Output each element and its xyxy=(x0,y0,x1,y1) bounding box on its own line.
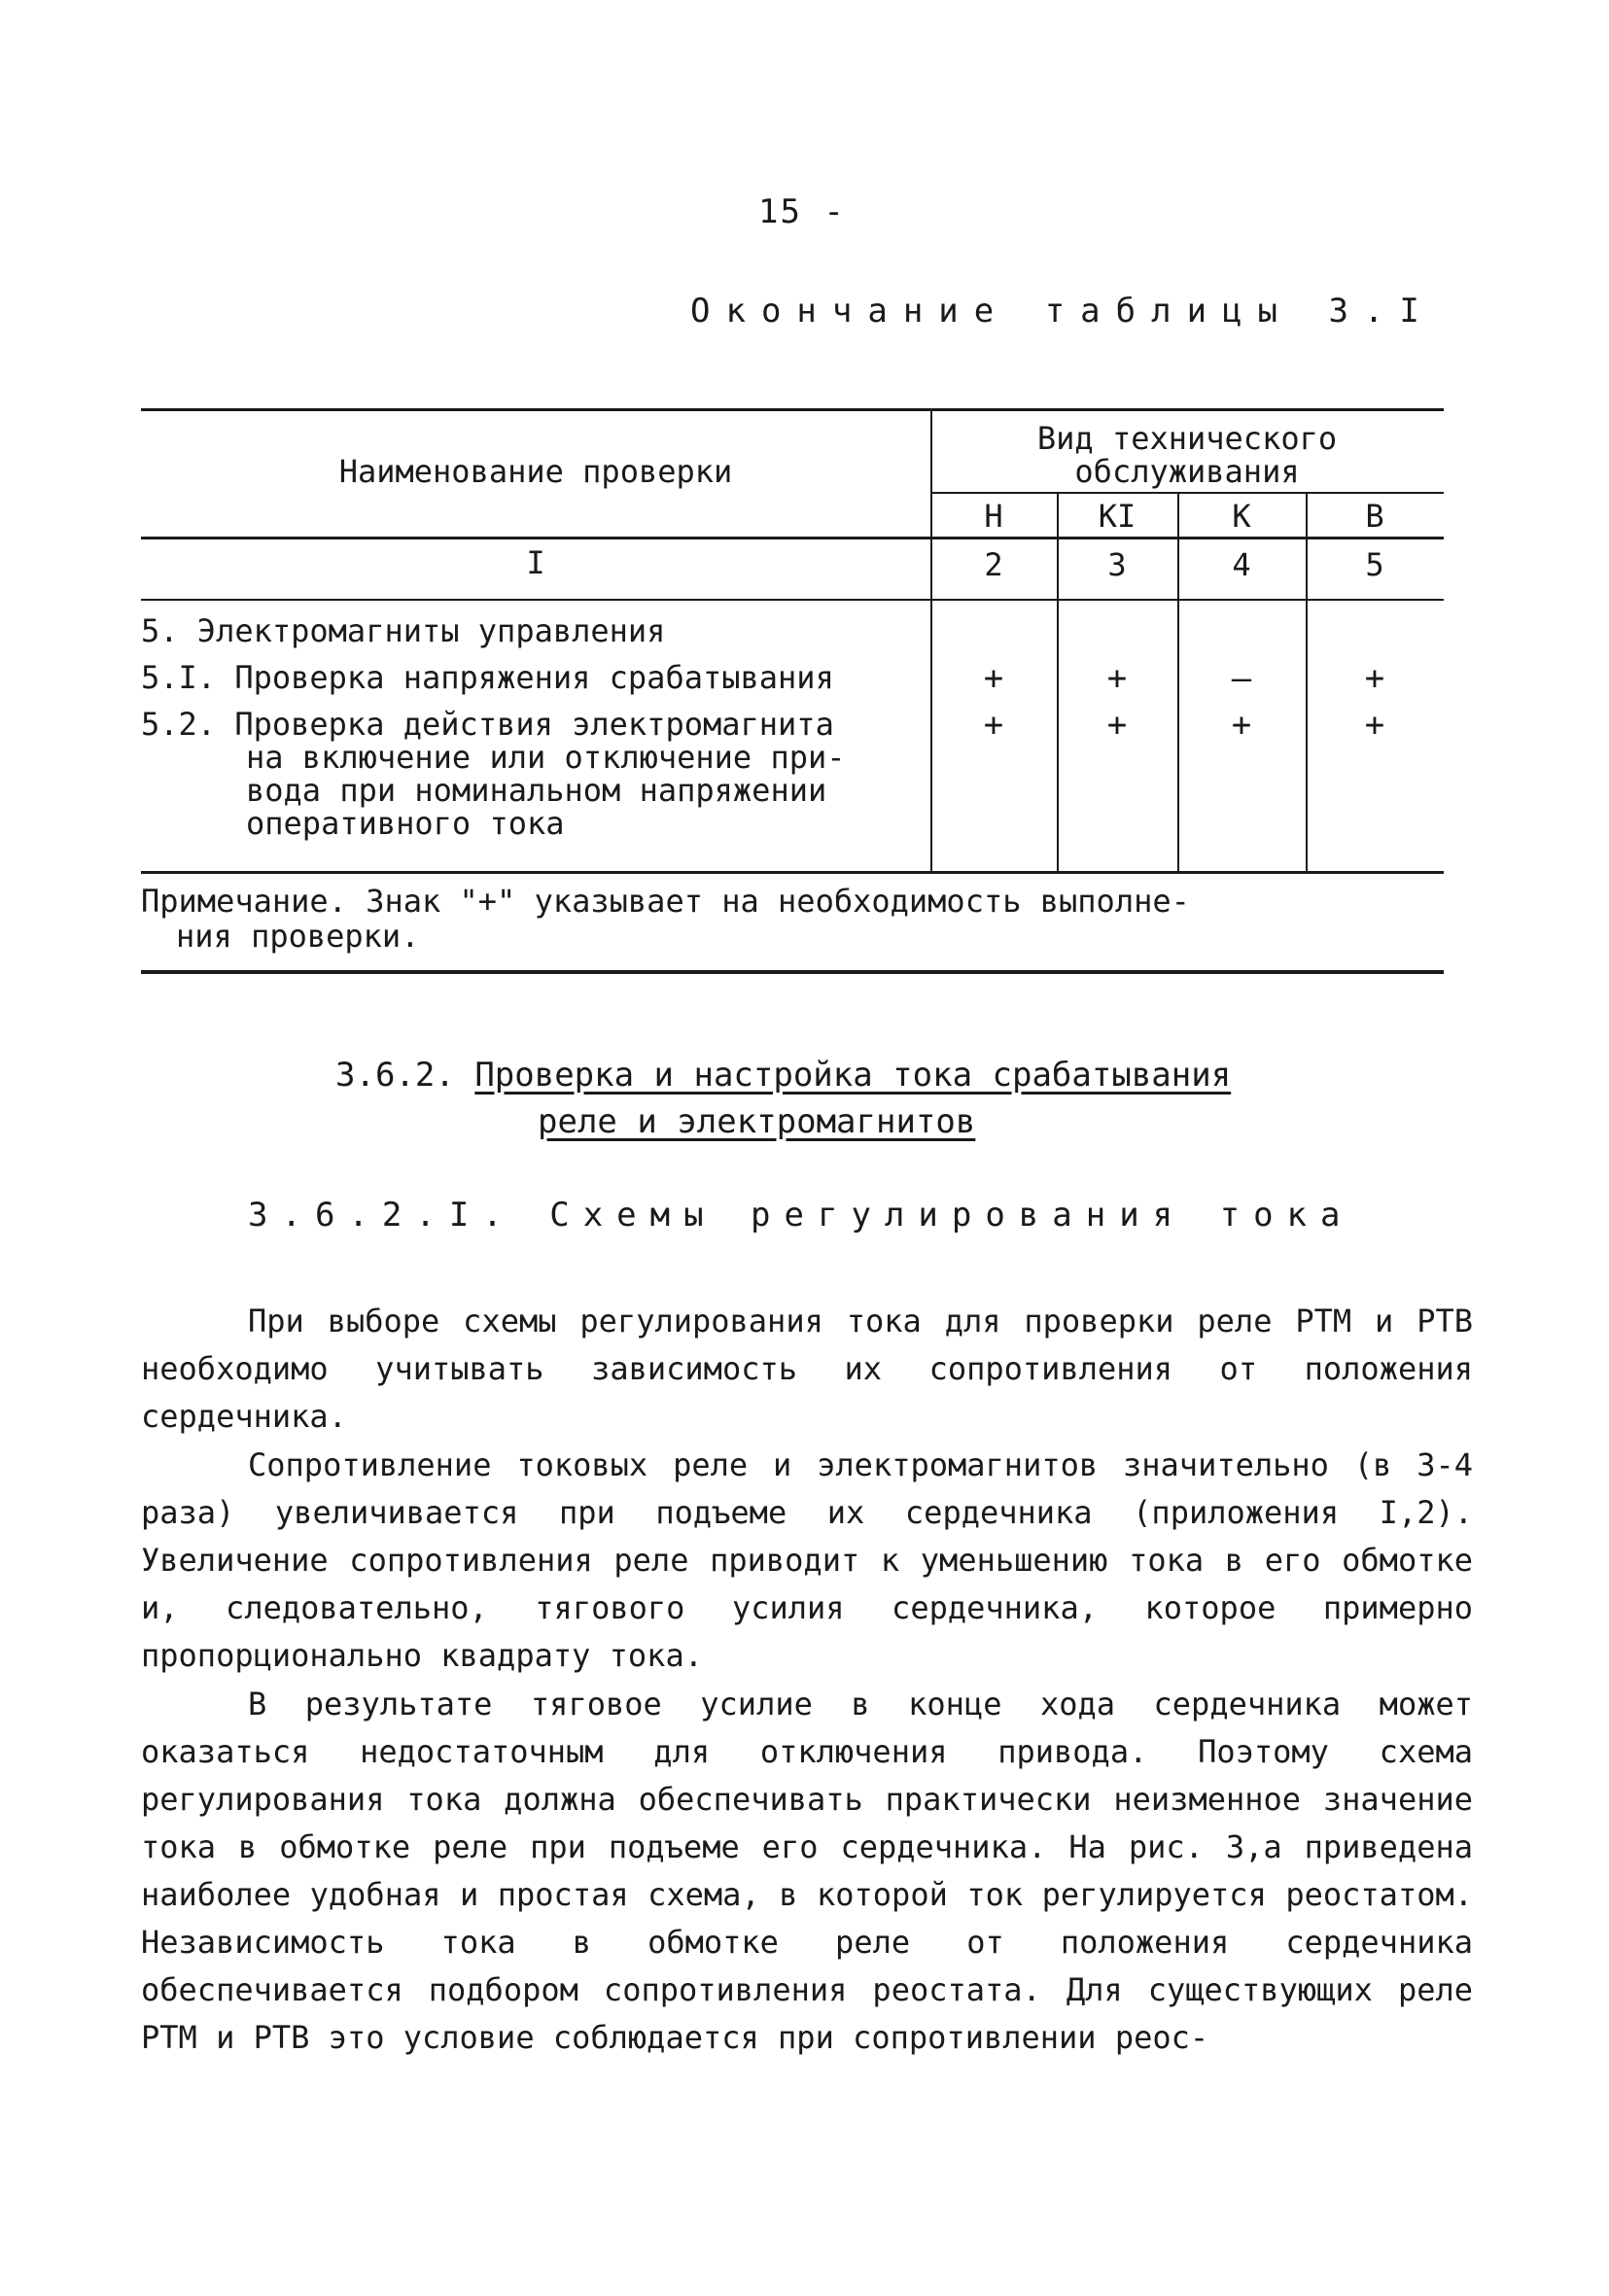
group-header-line1: Вид технического xyxy=(1036,420,1338,457)
sub-header-k1: КI xyxy=(1098,498,1137,535)
table-caption: Окончание таблицы 3.I xyxy=(690,292,1435,330)
header-bottom-rule xyxy=(141,537,1444,539)
subsection-heading: 3.6.2.I. Схемы регулирования тока xyxy=(248,1196,1354,1235)
col-number-1: I xyxy=(526,544,545,581)
row-5-1-mark-n: + xyxy=(983,659,1004,698)
row-5-1-mark-v: + xyxy=(1364,659,1385,698)
sub-header-k: К xyxy=(1232,498,1251,535)
body-text xyxy=(141,1298,1473,2062)
col1-header: Наименование проверки xyxy=(338,453,733,490)
row-5-2-mark-n: + xyxy=(983,706,1004,745)
table-note-line2: ния проверки. xyxy=(176,918,420,955)
row-5-1-mark-k1: + xyxy=(1106,659,1128,698)
row-5-2-name-line1: 5.2. Проверка действия электромагнита xyxy=(141,706,834,743)
section-heading xyxy=(335,1052,1231,1145)
section-title-line2: реле и электромагнитов xyxy=(538,1102,976,1141)
col-number-3: 3 xyxy=(1107,546,1127,583)
row-5-2-name-line2: на включение или отключение при- xyxy=(246,739,846,776)
row-5-name: 5. Электромагниты управления xyxy=(141,612,666,649)
table-bottom-rule xyxy=(141,970,1444,974)
table-3-1 xyxy=(141,408,1444,974)
table-top-rule xyxy=(141,408,1444,411)
paragraph-3: В результате тяговое усилие в конце хода сердечника может оказаться недостаточным для отключения привода. Поэтому схема регулирования тока должна обеспечивать практически неизменное значение тока в обмотке реле при подъеме его сердечника. На рис. 3,а приведена наиболее удобная и простая схема, в которой ток регулируется реостатом. Независимость тока в обмотке реле от положения сердечника обеспечивается подбором сопротивления реостата. Для существующих реле РТМ и РТВ это условие соблюдается при сопротивлении реос- xyxy=(141,1686,1473,2056)
group-header-rule xyxy=(930,492,1444,494)
row-5-2-mark-k1: + xyxy=(1106,706,1128,745)
table-note-line1: Примечание. Знак "+" указывает на необходимость выполне- xyxy=(141,883,1190,920)
row-5-2-mark-k: + xyxy=(1231,706,1252,745)
col-number-4: 4 xyxy=(1232,546,1251,583)
col-number-5: 5 xyxy=(1365,546,1384,583)
row-5-2-name-line4: оперативного тока xyxy=(246,805,565,842)
row-5-2-name-line3: вода при номинальном напряжении xyxy=(246,772,827,809)
section-title-line1: Проверка и настройка тока срабатывания xyxy=(474,1056,1232,1095)
sub-header-v: В xyxy=(1365,498,1384,535)
numbers-bottom-rule xyxy=(141,599,1444,601)
paragraph-1: При выборе схемы регулирования тока для проверки реле РТМ и РТВ необходимо учитывать зависимость их сопротивления от положения сердечника. xyxy=(141,1303,1473,1435)
paragraph-2: Сопротивление токовых реле и электромагнитов значительно (в 3-4 раза) увеличивается при подъеме их сердечника (приложения I,2). Увеличение сопротивления реле приводит к уменьшению тока в его обмотке и, следовательно, тягового усилия сердечника, которое примерно пропорционально квадрату тока. xyxy=(141,1446,1473,1674)
row-5-1-mark-k: – xyxy=(1231,659,1252,698)
col-number-2: 2 xyxy=(984,546,1003,583)
section-number: 3.6.2. xyxy=(335,1056,455,1095)
sub-header-n: Н xyxy=(984,498,1003,535)
row-5-1-name: 5.I. Проверка напряжения срабатывания xyxy=(141,659,834,696)
body-bottom-rule xyxy=(141,871,1444,874)
page-number: 15 - xyxy=(758,192,846,231)
row-5-2-mark-v: + xyxy=(1364,706,1385,745)
group-header-line2: обслуживания xyxy=(1074,453,1300,490)
